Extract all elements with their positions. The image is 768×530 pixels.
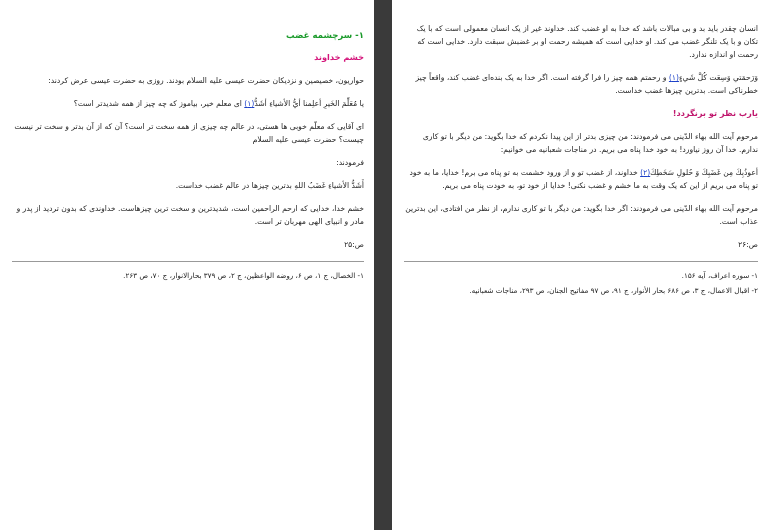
paragraph: انسان چقدر باید بد و بی مبالات باشد که خدا به او غضب کند. خداوند غیر از یک انسان معمولی است که با یک تکان و با یک تلنگر غضب می کند. او خدایی است که همیشه رحمت او بر غضبش سبقت دارد. خدایی است که رحمت او اندازه ندارد.: [416, 24, 758, 59]
section-title: ۱- سرچشمه غضب: [286, 31, 364, 41]
subtitle-divine-anger: خشم خداوند: [314, 52, 364, 62]
paragraph: ای آقایی که معلّم خوبی ها هستی، در عالم چه چیزی از همه سخت تر است؟ آن که از آن بدتر و سخت تر نیست چیست؟ حضرت عیسی علیه السلام: [14, 122, 364, 144]
paragraph: مرحوم آیت الله بهاء الدّینی می فرمودند: من چیزی بدتر از این پیدا نکردم که خدا بگوید: من دیگر با تو کاری ندارم. خدا آن روز نیاورد! به خود خدا پناه می بریم. در مناجات شعبانیه می خوانیم:: [422, 132, 758, 154]
paragraph: أَشَدُّ الأشياءِ غَضَبُ اللهِ بدترین چیزها در عالم غضب خداست.: [175, 181, 364, 190]
arabic-quote: يا مُعَلِّمَ الخَيرِ أعلِمنا أيُّ الأشياءِ أشَدُّ: [254, 99, 364, 108]
footnote: ۲- اقبال الاعمال، ج ۳، ص ۶۸۶ بحار الأنوار، ج ۹۱، ص ۹۷ مفاتیح الجنان، ص ۲۹۳، مناجات شعبانیه.: [469, 286, 758, 295]
footnote: ۱- الخصال، ج ۱، ص ۶، روضه الواعظین، ج ۲، ص ۳۷۹ بحارالانوار، ج ۷۰، ص ۲۶۳.: [123, 271, 364, 280]
left-page: [0, 0, 374, 530]
arabic-prayer: أعوذُبِكَ مِن غَضَبِكَ وَ حُلولِ سَخَطِكَ: [650, 168, 758, 177]
paragraph: فرمودند:: [336, 158, 364, 167]
subtitle-lord: یارب نظر تو برنگردد!: [672, 108, 758, 118]
translation: و رحمتم همه چیز را فرا گرفته است. اگر خدا به یک بنده‌ای غضب کند، واقعاً چیز خطرناکی است. بدترین چیزها غضب خداست.: [415, 73, 758, 95]
paragraph: [404, 71, 758, 97]
footnote-link-1[interactable]: (۱): [668, 73, 679, 82]
footnote-divider: [404, 261, 758, 262]
translation: ای معلم خیر، بیاموز که چه چیز از همه شدیدتر است؟: [73, 99, 245, 108]
arabic-quote: وَرَحمَتي وَسِعَت كُلَّ شَيءٍ: [678, 73, 758, 82]
paragraph: [12, 97, 364, 110]
paragraph: مرحوم آیت الله بهاء الدّینی می فرمودند: اگر خدا بگوید: من دیگر با تو کاری ندارم، از نظر من افتادی، این بدترین عذاب است.: [405, 204, 758, 226]
footnote-link-2[interactable]: (۲): [640, 168, 651, 177]
page-gutter: [374, 0, 392, 530]
footnote-link-1[interactable]: (۱): [244, 99, 255, 108]
paragraph: حواریون، خصیصین و نزدیکان حضرت عیسی علیه السلام بودند. روزی به حضرت عیسی عرض کردند:: [48, 76, 364, 85]
paragraph: خشم خدا، خدایی که ارحم الراحمین است، شدیدترین و سخت ترین چیزهاست. خداوندی که بدون تردید از پدر و مادر و انبیای الهی مهربان تر است.: [16, 204, 364, 226]
paragraph: [404, 166, 758, 192]
right-page: [392, 0, 768, 530]
page-number: ص:۲۶: [738, 240, 758, 249]
footnote: ۱- سوره اعراف، آیه ۱۵۶.: [681, 271, 758, 280]
page-number: ص:۲۵: [344, 240, 364, 249]
footnote-divider: [12, 261, 364, 262]
translation: خداوند، از غضب تو و از ورود خشمت به تو پناه می برم! خدایا، ما به خود تو پناه می بریم از این که یک وقت به ما خشم و غضب نکنی! خدایا از خود تو، به خودت پناه می بریم.: [409, 168, 758, 190]
